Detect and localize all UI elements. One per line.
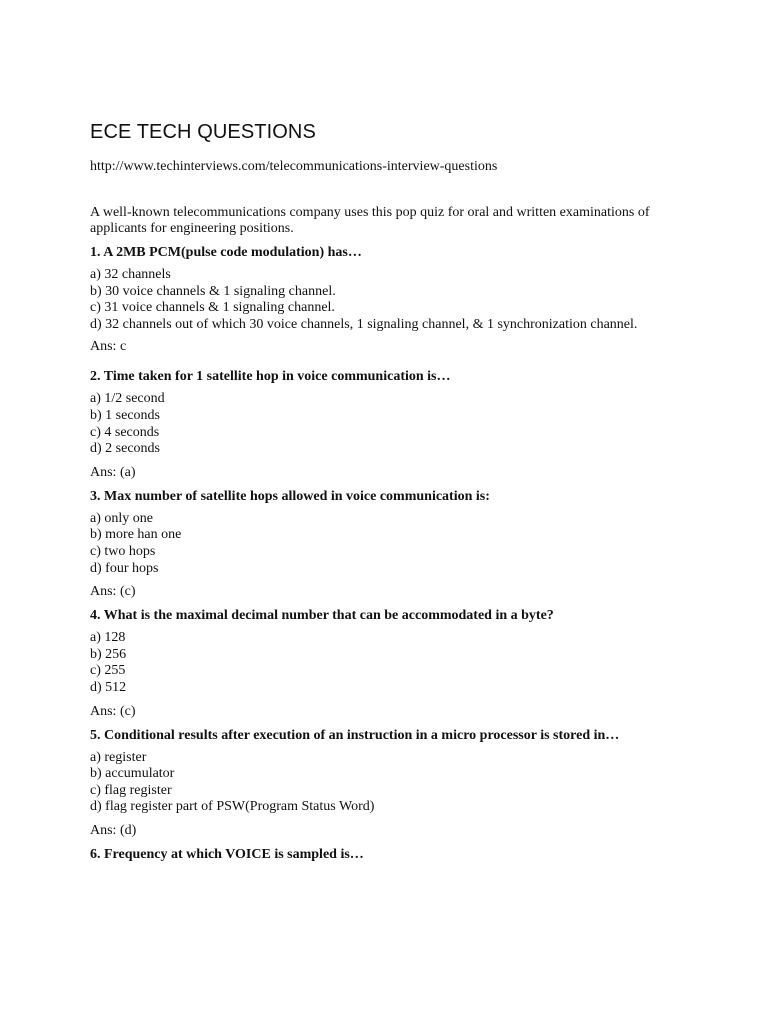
option: d) 2 seconds	[90, 441, 160, 457]
options-list	[90, 750, 700, 816]
question-text: 2. Time taken for 1 satellite hop in voice communication is…	[90, 369, 451, 385]
option: d) 32 channels out of which 30 voice channels, 1 signaling channel, & 1 synchronization channel.	[90, 316, 638, 332]
answer: Ans: c	[90, 339, 127, 355]
options-list	[90, 511, 700, 577]
question-text: 3. Max number of satellite hops allowed in voice communication is:	[90, 488, 490, 504]
intro-paragraph: A well-known telecommunications company uses this pop quiz for oral and written examinations of applicants for engineering positions.	[90, 205, 650, 236]
option: d) 512	[90, 679, 127, 695]
option: a) 128	[90, 630, 126, 646]
option: a) only one	[90, 510, 153, 526]
option: c) 255	[90, 663, 126, 679]
question-2	[90, 368, 700, 480]
options-list	[90, 391, 700, 457]
option: c) 31 voice channels & 1 signaling channel.	[90, 300, 335, 316]
option: d) four hops	[90, 560, 159, 576]
option: b) 256	[90, 646, 127, 662]
option: b) more han one	[90, 527, 182, 543]
answer: Ans: (c)	[90, 703, 136, 719]
options-list	[90, 630, 700, 696]
source-url: http://www.techinterviews.com/telecommunications-interview-questions	[90, 159, 498, 174]
document-title: ECE TECH QUESTIONS	[90, 121, 316, 143]
document-page	[90, 118, 700, 864]
option: b) accumulator	[90, 766, 175, 782]
question-4	[90, 607, 700, 719]
option: a) 1/2 second	[90, 391, 165, 407]
option: d) flag register part of PSW(Program Status Word)	[90, 799, 375, 815]
options-list	[90, 267, 700, 333]
question-3	[90, 488, 700, 600]
answer: Ans: (a)	[90, 464, 136, 480]
option: a) 32 channels	[90, 267, 171, 282]
question-text: 1. A 2MB PCM(pulse code modulation) has…	[90, 245, 362, 260]
question-6	[90, 846, 700, 864]
answer: Ans: (c)	[90, 584, 136, 600]
option: b) 1 seconds	[90, 407, 160, 423]
question-text: 4. What is the maximal decimal number that can be accommodated in a byte?	[90, 608, 554, 624]
option: c) two hops	[90, 543, 156, 559]
question-text: 6. Frequency at which VOICE is sampled is…	[90, 846, 364, 862]
option: b) 30 voice channels & 1 signaling channel.	[90, 283, 336, 299]
question-5	[90, 727, 700, 839]
option: a) register	[90, 749, 147, 765]
question-1	[90, 244, 700, 355]
answer: Ans: (d)	[90, 822, 137, 838]
option: c) flag register	[90, 782, 172, 798]
question-text: 5. Conditional results after execution of an instruction in a micro processor is stored in…	[90, 727, 620, 743]
option: c) 4 seconds	[90, 424, 160, 440]
